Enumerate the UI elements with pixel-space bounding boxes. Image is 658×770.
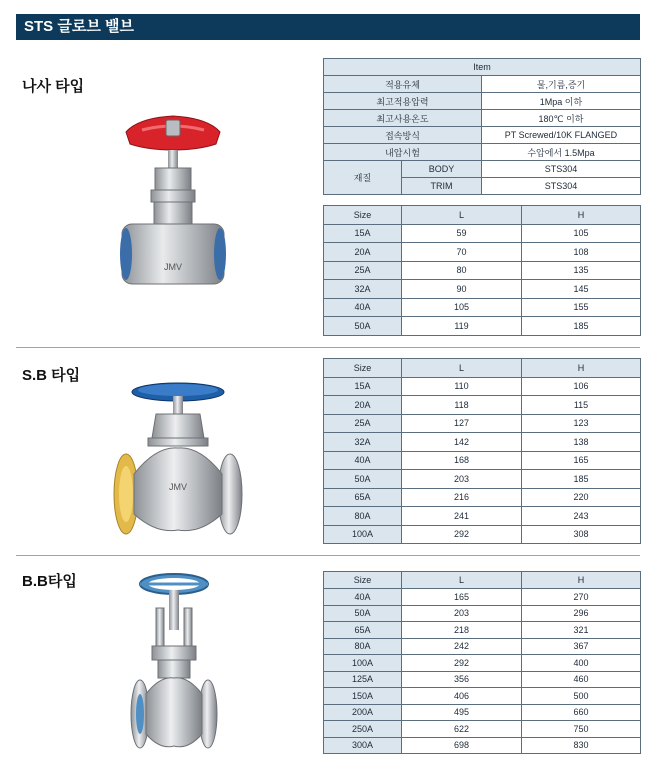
section-divider bbox=[16, 555, 640, 556]
table-row bbox=[324, 317, 641, 336]
cell-l: 105 bbox=[402, 298, 522, 317]
col-h: H bbox=[522, 572, 641, 589]
spec-label: 적용유체 bbox=[324, 76, 482, 93]
col-h: H bbox=[522, 206, 641, 225]
cell-size: 300A bbox=[324, 737, 402, 754]
col-size: Size bbox=[324, 206, 402, 225]
cell-h: 243 bbox=[522, 507, 641, 526]
cell-size: 40A bbox=[324, 589, 402, 606]
cell-h: 830 bbox=[522, 737, 641, 754]
cell-h: 367 bbox=[522, 638, 641, 655]
cell-h: 185 bbox=[522, 317, 641, 336]
cell-h: 105 bbox=[522, 224, 641, 243]
section-title-screw: 나사 타입 bbox=[22, 78, 85, 95]
cell-size: 65A bbox=[324, 622, 402, 639]
material-label: 재질 bbox=[324, 161, 402, 195]
cell-size: 20A bbox=[324, 243, 402, 262]
table-row bbox=[324, 470, 641, 489]
col-l: L bbox=[402, 572, 522, 589]
cell-h: 155 bbox=[522, 298, 641, 317]
page-title: STS 글로브 밸브 bbox=[16, 14, 640, 40]
table-row bbox=[324, 589, 641, 606]
cell-h: 165 bbox=[522, 451, 641, 470]
section-title-bb: B.B타입 bbox=[22, 573, 77, 590]
cell-size: 50A bbox=[324, 317, 402, 336]
cell-l: 80 bbox=[402, 261, 522, 280]
table-row bbox=[324, 243, 641, 262]
section-divider bbox=[16, 347, 640, 348]
cell-size: 32A bbox=[324, 280, 402, 299]
table-row bbox=[324, 655, 641, 672]
table-row bbox=[324, 451, 641, 470]
cell-size: 100A bbox=[324, 655, 402, 672]
cell-size: 50A bbox=[324, 605, 402, 622]
cell-h: 115 bbox=[522, 396, 641, 415]
cell-l: 203 bbox=[402, 470, 522, 489]
cell-l: 241 bbox=[402, 507, 522, 526]
cell-h: 750 bbox=[522, 721, 641, 738]
cell-size: 15A bbox=[324, 377, 402, 396]
material-value: STS304 bbox=[482, 178, 641, 195]
table-row bbox=[324, 224, 641, 243]
spec-label: 최고사용온도 bbox=[324, 110, 482, 127]
bb-valve-image bbox=[128, 568, 220, 758]
cell-l: 142 bbox=[402, 433, 522, 452]
table-row bbox=[324, 671, 641, 688]
cell-l: 292 bbox=[402, 525, 522, 544]
cell-l: 118 bbox=[402, 396, 522, 415]
cell-h: 500 bbox=[522, 688, 641, 705]
cell-h: 308 bbox=[522, 525, 641, 544]
cell-size: 20A bbox=[324, 396, 402, 415]
cell-h: 106 bbox=[522, 377, 641, 396]
cell-l: 127 bbox=[402, 414, 522, 433]
cell-size: 32A bbox=[324, 433, 402, 452]
cell-size: 65A bbox=[324, 488, 402, 507]
cell-h: 460 bbox=[522, 671, 641, 688]
cell-h: 270 bbox=[522, 589, 641, 606]
cell-l: 698 bbox=[402, 737, 522, 754]
cell-size: 125A bbox=[324, 671, 402, 688]
spec-table bbox=[323, 58, 641, 195]
cell-l: 495 bbox=[402, 704, 522, 721]
cell-h: 123 bbox=[522, 414, 641, 433]
cell-h: 108 bbox=[522, 243, 641, 262]
col-size: Size bbox=[324, 359, 402, 378]
table-row bbox=[324, 396, 641, 415]
material-part: BODY bbox=[402, 161, 482, 178]
col-size: Size bbox=[324, 572, 402, 589]
table-row bbox=[324, 605, 641, 622]
cell-size: 15A bbox=[324, 224, 402, 243]
table-row bbox=[324, 377, 641, 396]
material-part: TRIM bbox=[402, 178, 482, 195]
cell-l: 203 bbox=[402, 605, 522, 622]
table-row bbox=[324, 638, 641, 655]
size-table-sb bbox=[323, 358, 641, 544]
table-row bbox=[324, 622, 641, 639]
col-l: L bbox=[402, 206, 522, 225]
table-row bbox=[324, 507, 641, 526]
cell-l: 90 bbox=[402, 280, 522, 299]
material-value: STS304 bbox=[482, 161, 641, 178]
cell-l: 59 bbox=[402, 224, 522, 243]
cell-l: 356 bbox=[402, 671, 522, 688]
spec-value: 180℃ 이하 bbox=[482, 110, 641, 127]
cell-h: 400 bbox=[522, 655, 641, 672]
cell-l: 622 bbox=[402, 721, 522, 738]
cell-h: 220 bbox=[522, 488, 641, 507]
cell-size: 100A bbox=[324, 525, 402, 544]
cell-l: 70 bbox=[402, 243, 522, 262]
cell-size: 25A bbox=[324, 414, 402, 433]
cell-h: 185 bbox=[522, 470, 641, 489]
cell-l: 242 bbox=[402, 638, 522, 655]
spec-value: PT Screwed/10K FLANGED bbox=[482, 127, 641, 144]
cell-size: 200A bbox=[324, 704, 402, 721]
cell-size: 80A bbox=[324, 638, 402, 655]
cell-size: 50A bbox=[324, 470, 402, 489]
table-row bbox=[324, 525, 641, 544]
cell-l: 216 bbox=[402, 488, 522, 507]
cell-h: 321 bbox=[522, 622, 641, 639]
cell-h: 135 bbox=[522, 261, 641, 280]
body-mark-screw: JMV bbox=[164, 262, 182, 272]
spec-value: 수압에서 1.5Mpa bbox=[482, 144, 641, 161]
spec-value: 1Mpa 이하 bbox=[482, 93, 641, 110]
table-row bbox=[324, 704, 641, 721]
cell-l: 292 bbox=[402, 655, 522, 672]
cell-l: 168 bbox=[402, 451, 522, 470]
cell-h: 145 bbox=[522, 280, 641, 299]
sb-valve-image bbox=[112, 376, 244, 538]
table-row bbox=[324, 298, 641, 317]
spec-label: 최고적용압력 bbox=[324, 93, 482, 110]
cell-size: 40A bbox=[324, 298, 402, 317]
cell-size: 80A bbox=[324, 507, 402, 526]
spec-label: 접속방식 bbox=[324, 127, 482, 144]
table-row bbox=[324, 261, 641, 280]
table-row bbox=[324, 737, 641, 754]
col-l: L bbox=[402, 359, 522, 378]
cell-l: 119 bbox=[402, 317, 522, 336]
size-table-screw bbox=[323, 205, 641, 336]
size-table-bb bbox=[323, 571, 641, 754]
table-row bbox=[324, 280, 641, 299]
cell-h: 660 bbox=[522, 704, 641, 721]
cell-l: 110 bbox=[402, 377, 522, 396]
cell-l: 218 bbox=[402, 622, 522, 639]
spec-value: 물,기름,증기 bbox=[482, 76, 641, 93]
cell-size: 150A bbox=[324, 688, 402, 705]
cell-l: 165 bbox=[402, 589, 522, 606]
table-row bbox=[324, 414, 641, 433]
cell-size: 25A bbox=[324, 261, 402, 280]
cell-size: 250A bbox=[324, 721, 402, 738]
cell-h: 138 bbox=[522, 433, 641, 452]
cell-l: 406 bbox=[402, 688, 522, 705]
body-mark-sb: JMV bbox=[169, 482, 187, 492]
table-row bbox=[324, 688, 641, 705]
spec-label: 내압시험 bbox=[324, 144, 482, 161]
spec-header: Item bbox=[324, 59, 641, 76]
screw-valve-image bbox=[118, 110, 228, 290]
col-h: H bbox=[522, 359, 641, 378]
cell-h: 296 bbox=[522, 605, 641, 622]
section-title-sb: S.B 타입 bbox=[22, 367, 81, 384]
table-row bbox=[324, 488, 641, 507]
table-row bbox=[324, 433, 641, 452]
table-row bbox=[324, 721, 641, 738]
cell-size: 40A bbox=[324, 451, 402, 470]
